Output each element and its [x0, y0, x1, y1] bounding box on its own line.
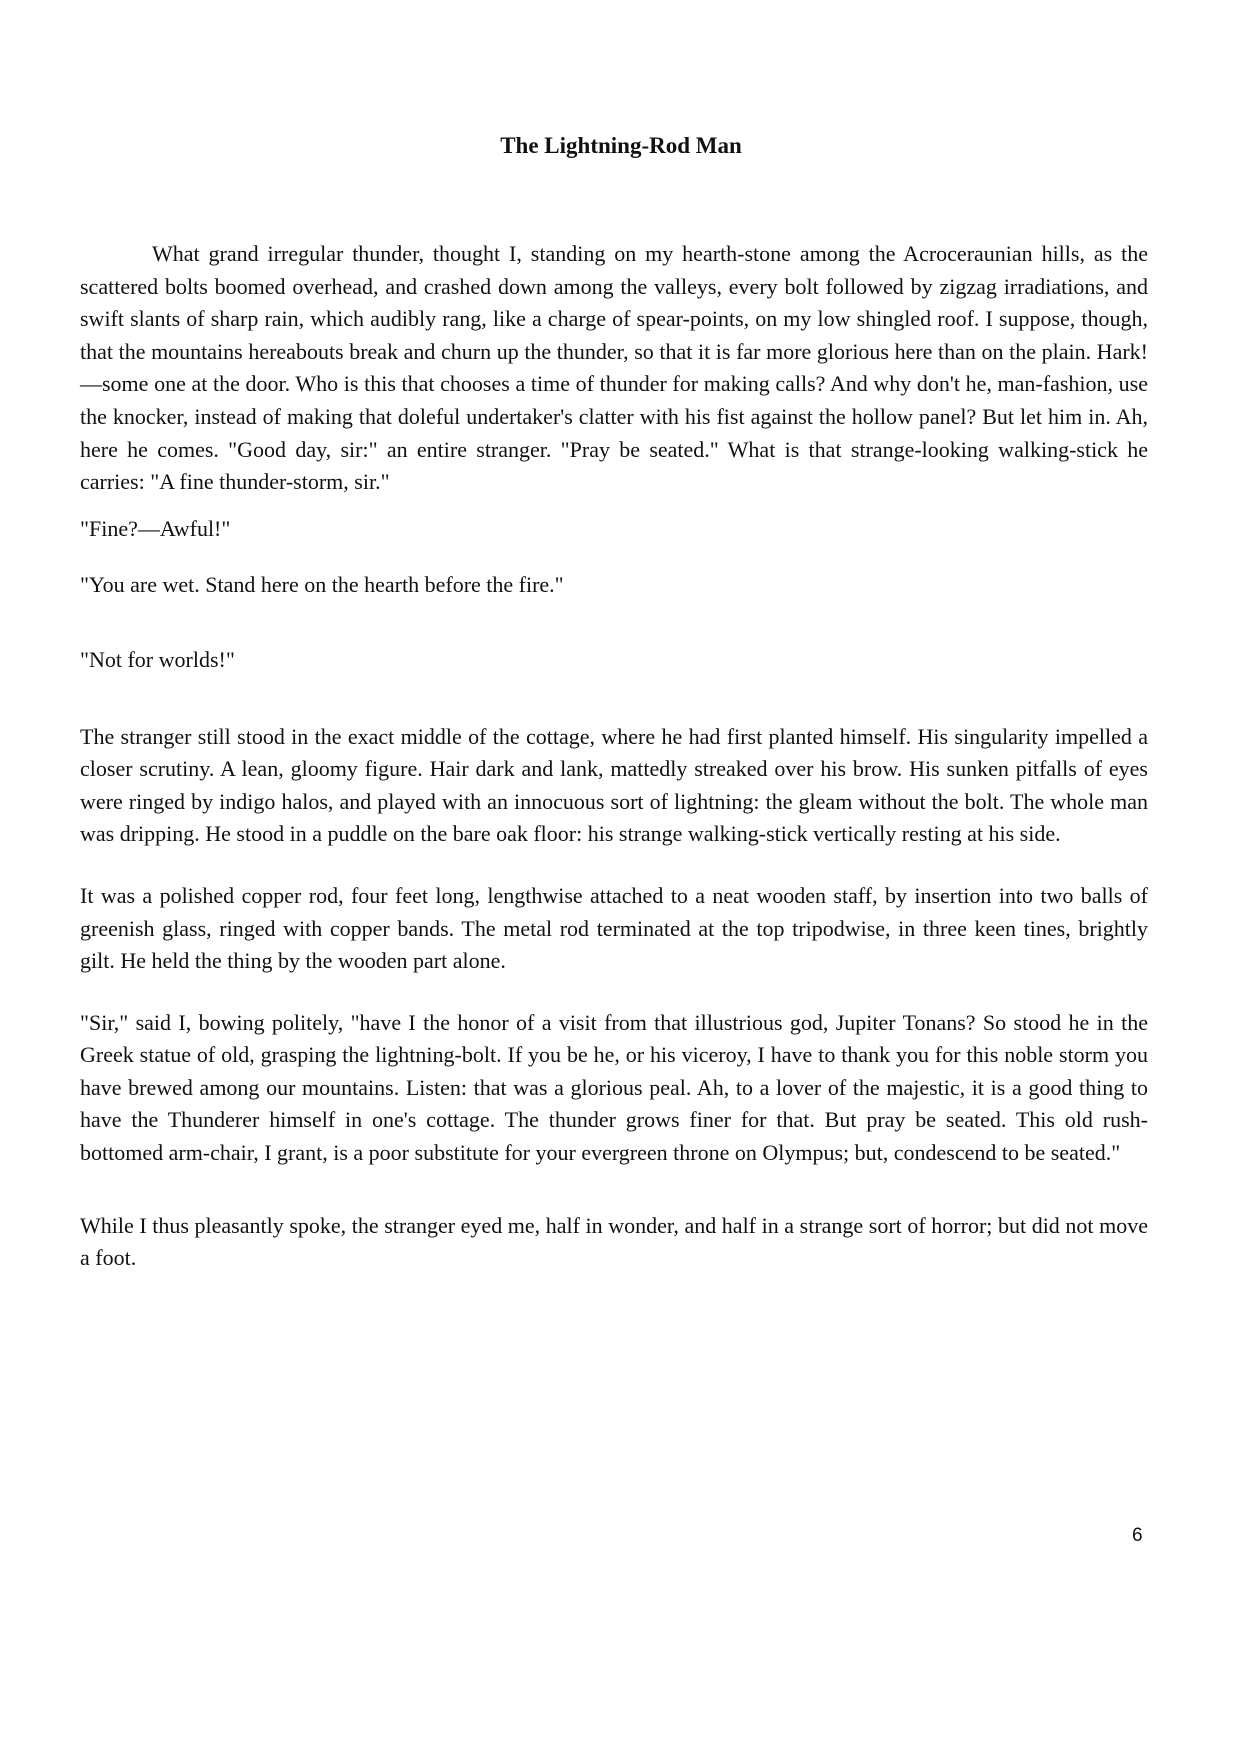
- paragraph-stranger-description: The stranger still stood in the exact middle of the cottage, where he had first planted himself. His singularity impelled a closer scrutiny. A lean, gloomy figure. Hair dark and lank, mattedly streaked over his brow. His sunken pitfalls of eyes were ringed by indigo halos, and played with an innocuous sort of lightning: the gleam without the bolt. The whole man was dripping. He stood in a puddle on the bare oak floor: his strange walking-stick vertically resting at his side.: [80, 723, 1148, 847]
- paragraph-copper-rod: It was a polished copper rod, four feet long, lengthwise attached to a neat wooden staff, by insertion into two balls of greenish glass, ringed with copper bands. The metal rod terminated at the top tripodwise, in three keen tines, brightly gilt. He held the thing by the wooden part alone.: [80, 882, 1148, 974]
- paragraph-opening: What grand irregular thunder, thought I, standing on my hearth-stone among the Acroceraunian hills, as the scattered bolts boomed overhead, and crashed down among the valleys, every bolt followed by zigzag irradiations, and swift slants of sharp rain, which audibly rang, like a charge of spear-points, on my low shingled roof. I suppose, though, that the mountains hereabouts break and churn up the thunder, so that it is far more glorious here than on the plain. Hark!—some one at the door. Who is this that chooses a time of thunder for making calls? And why don't he, man-fashion, use the knocker, instead of making that doleful undertaker's clatter with his fist against the hollow panel? But let him in. Ah, here he comes. "Good day, sir:" an entire stranger. "Pray be seated." What is that strange-looking walking-stick he carries: "A fine thunder-storm, sir.": [80, 241, 1148, 495]
- paragraph-jupiter-speech: "Sir," said I, bowing politely, "have I the honor of a visit from that illustrious god, Jupiter Tonans? So stood he in the Greek statue of old, grasping the lightning-bolt. If you be he, or his viceroy, I have to thank you for this noble storm you have brewed among our mountains. Listen: that was a glorious peal. Ah, to a lover of the majestic, it is a good thing to have the Thunderer himself in one's cottage. The thunder grows finer for that. But pray be seated. This old rush-bottomed arm-chair, I grant, is a poor substitute for your evergreen throne on Olympus; but, condescend to be seated.": [80, 1009, 1148, 1166]
- story-title: The Lightning-Rod Man: [500, 133, 742, 158]
- paragraph-dialogue-wet: "You are wet. Stand here on the hearth before the fire.": [80, 572, 564, 598]
- story-body: [80, 238, 1148, 1275]
- paragraph-dialogue-worlds: "Not for worlds!": [80, 646, 235, 672]
- paragraph-dialogue-fine: "Fine?—Awful!": [80, 515, 231, 541]
- page-number: 6: [1132, 1525, 1143, 1546]
- paragraph-stranger-reaction: While I thus pleasantly spoke, the stranger eyed me, half in wonder, and half in a strange sort of horror; but did not move a foot.: [80, 1212, 1148, 1271]
